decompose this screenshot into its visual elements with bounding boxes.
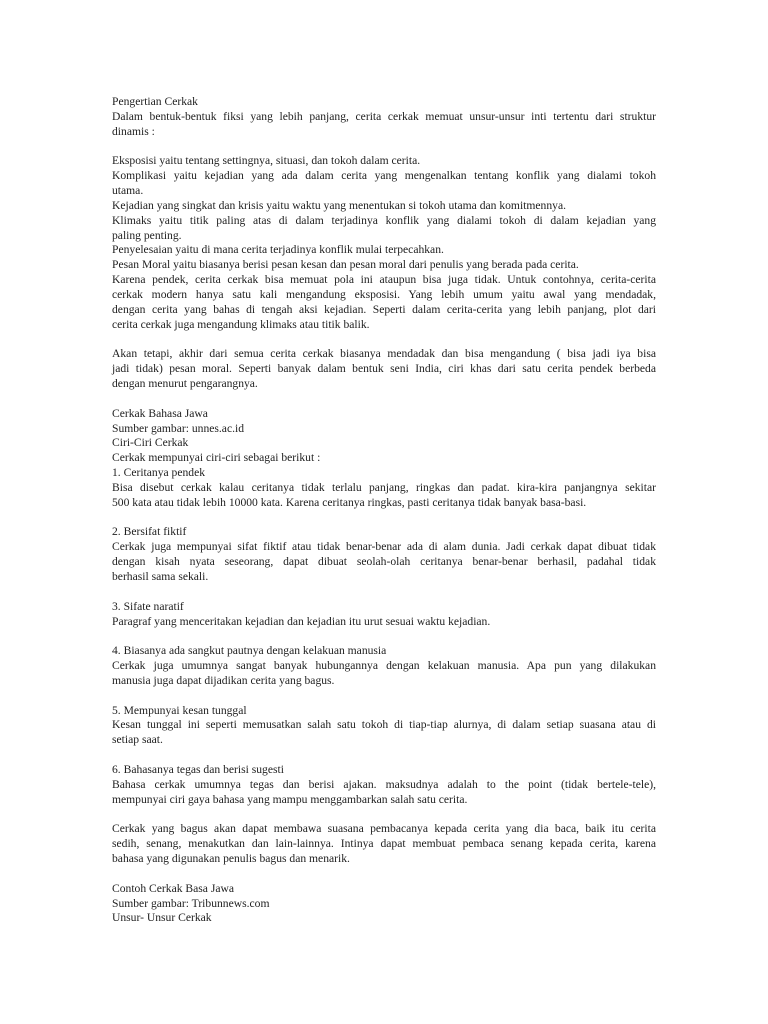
text-line: Penyelesaian yaitu di mana cerita terjadinya konflik mulai terpecahkan. (112, 243, 444, 257)
document-page (112, 95, 656, 926)
text-line: Bahasa cerkak umumnya tegas dan berisi ajakan. maksudnya adalah to the point (tidak bertele-tele), (112, 777, 656, 791)
text-line: Sumber gambar: unnes.ac.id (112, 421, 245, 435)
blank-line (112, 333, 656, 348)
blank-line (112, 689, 656, 704)
text-line: cerita cerkak juga mengandung klimaks atau titik balik. (112, 317, 370, 331)
text-line: 500 kata atau tidak lebih 10000 kata. Karena ceritanya ringkas, pasti ceritanya tidak banyak basa-basi. (112, 495, 587, 509)
blank-line (112, 808, 656, 823)
text-line: cerkak modern hanya satu kali mengandung eksposisi. Yang lebih umum yaitu awal yang mendadak, (112, 287, 656, 301)
text-line: mempunyai ciri gaya bahasa yang mampu menggambarkan salah satu cerita. (112, 792, 468, 806)
text-line: Unsur- Unsur Cerkak (112, 911, 212, 925)
text-line: bahasa yang digunakan penulis bagus dan menarik. (112, 852, 350, 866)
text-line: Bisa disebut cerkak kalau ceritanya tidak terlalu panjang, ringkas dan padat. kira-kira panjangnya sekitar (112, 480, 656, 494)
blank-line (112, 629, 656, 644)
blank-line (112, 140, 656, 155)
text-line: dengan cerita yang bahas di tengah aksi kejadian. Seperti dalam cerita-cerita yang lebih panjang, plot dari (112, 302, 656, 316)
text-line: Kesan tunggal ini seperti memusatkan salah satu tokoh di tiap-tiap alurnya, di dalam setiap suasana atau di (112, 718, 656, 732)
text-line: 3. Sifate naratif (112, 599, 184, 613)
text-line: Pesan Moral yaitu biasanya berisi pesan kesan dan pesan moral dari penulis yang berada pada cerita. (112, 258, 579, 272)
text-line: setiap saat. (112, 733, 163, 747)
text-line: manusia juga dapat dijadikan cerita yang bagus. (112, 673, 335, 687)
text-line: Klimaks yaitu titik paling atas di dalam terjadinya konflik yang dialami tokoh di dalam kejadian yang (112, 213, 656, 227)
text-line: Akan tetapi, akhir dari semua cerita cerkak biasanya mendadak dan bisa mengandung ( bisa jadi iya bisa (112, 347, 656, 361)
text-line: Pengertian Cerkak (112, 95, 198, 108)
text-line: Cerkak mempunyai ciri-ciri sebagai berikut : (112, 451, 321, 465)
text-line: jadi tidak) pesan moral. Seperti banyak dalam bentuk seni India, ciri khas dari satu cerita pendek berbeda (112, 362, 656, 376)
text-line: 1. Ceritanya pendek (112, 466, 206, 480)
text-line: Eksposisi yaitu tentang settingnya, situasi, dan tokoh dalam cerita. (112, 154, 421, 168)
text-line: dengan menurut pengarangnya. (112, 377, 258, 391)
text-line: Komplikasi yaitu kejadian yang ada dalam cerita yang mengenalkan tentang konflik yang dialami tokoh (112, 169, 656, 183)
text-line: Cerkak yang bagus akan dapat membawa suasana pembacanya kepada cerita yang dia baca, baik itu cerita (112, 822, 656, 836)
text-line: Paragraf yang menceritakan kejadian dan kejadian itu urut sesuai waktu kejadian. (112, 614, 491, 628)
text-line: Karena pendek, cerita cerkak bisa memuat pola ini ataupun bisa juga tidak. Untuk contohnya, cerita-cerita (112, 273, 656, 287)
text-line: Dalam bentuk-bentuk fiksi yang lebih panjang, cerita cerkak memuat unsur-unsur inti tertentu dari struktur (112, 109, 656, 123)
text-line: Sumber gambar: Tribunnews.com (112, 896, 270, 910)
text-line: 6. Bahasanya tegas dan berisi sugesti (112, 762, 284, 776)
text-line: Cerkak Bahasa Jawa (112, 406, 208, 420)
blank-line (112, 392, 656, 407)
blank-line (112, 585, 656, 600)
blank-line (112, 748, 656, 763)
text-line: Ciri-Ciri Cerkak (112, 436, 189, 450)
text-line: 2. Bersifat fiktif (112, 525, 187, 539)
text-line: berhasil sama sekali. (112, 570, 209, 583)
text-line: Contoh Cerkak Basa Jawa (112, 881, 235, 895)
blank-line (112, 867, 656, 882)
blank-line (112, 511, 656, 526)
text-line: utama. (112, 184, 144, 198)
text-line: paling penting. (112, 228, 182, 242)
text-line: Cerkak juga mempunyai sifat fiktif atau tidak benar-benar ada di alam dunia. Jadi cerkak dapat dibuat tidak (112, 540, 656, 554)
text-line: 4. Biasanya ada sangkut pautnya dengan kelakuan manusia (112, 644, 387, 658)
text-line: dengan kisah nyata seseorang, dapat dibuat seolah-olah ceritanya benar-benar berhasil, padahal tidak (112, 555, 656, 569)
text-line: sedih, senang, menakutkan dan lain-lainnya. Intinya dapat membuat pembaca senang kepada cerita, karena (112, 837, 656, 851)
text-line: Kejadian yang singkat dan krisis yaitu waktu yang menentukan si tokoh utama dan komitmennya. (112, 198, 566, 212)
text-line: dinamis : (112, 124, 155, 138)
text-line: Cerkak juga umumnya sangat banyak hubungannya dengan kelakuan manusia. Apa pun yang dilakukan (112, 659, 656, 673)
text-line: 5. Mempunyai kesan tunggal (112, 703, 247, 717)
